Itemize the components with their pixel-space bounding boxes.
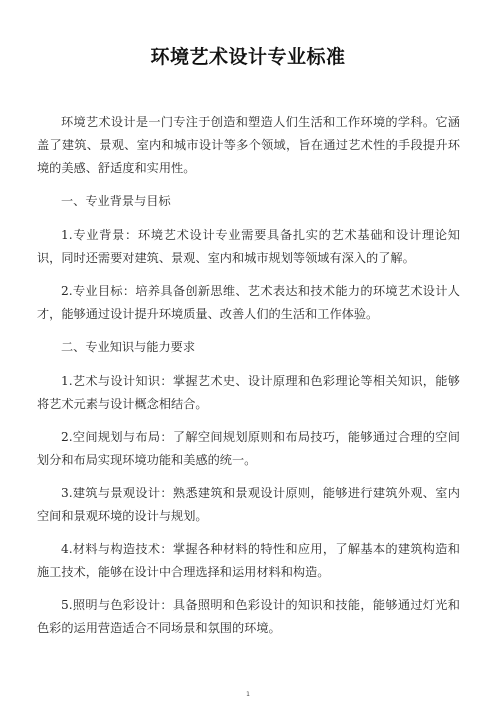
list-item: 5.照明与色彩设计：具备照明和色彩设计的知识和技能，能够通过灯光和色彩的运用营造适合不同场景和氛围的环境。: [37, 598, 460, 635]
document-title: 环境艺术设计专业标准: [150, 46, 346, 68]
list-item: 2.空间规划与布局：了解空间规划原则和布局技巧，能够通过合理的空间划分和布局实现环境功能和美感的统一。: [37, 430, 460, 467]
list-item: 4.材料与构造技术：掌握各种材料的特性和应用，了解基本的建筑构造和施工技术，能够在设计中合理选择和运用材料和构造。: [37, 542, 460, 579]
page-number: 1: [246, 691, 250, 698]
list-item: 3.建筑与景观设计：熟悉建筑和景观设计原则，能够进行建筑外观、室内空间和景观环境的设计与规划。: [37, 486, 460, 523]
document-body: [37, 111, 460, 650]
section-heading-1: 一、专业背景与目标: [61, 194, 171, 208]
intro-paragraph: 环境艺术设计是一门专注于创造和塑造人们生活和工作环境的学科。它涵盖了建筑、景观、室内和城市设计等多个领域，旨在通过艺术性的手段提升环境的美感、舒适度和实用性。: [37, 115, 460, 175]
list-item: 2.专业目标：培养具备创新思维、艺术表达和技术能力的环境艺术设计人才，能够通过设计提升环境质量、改善人们的生活和工作体验。: [37, 284, 460, 321]
section-heading-2: 二、专业知识与能力要求: [61, 340, 196, 354]
list-item: 1.艺术与设计知识：掌握艺术史、设计原理和色彩理论等相关知识，能够将艺术元素与设计概念相结合。: [37, 374, 460, 411]
list-item: 1.专业背景：环境艺术设计专业需要具备扎实的艺术基础和设计理论知识，同时还需要对建筑、景观、室内和城市规划等领域有深入的了解。: [37, 228, 460, 265]
